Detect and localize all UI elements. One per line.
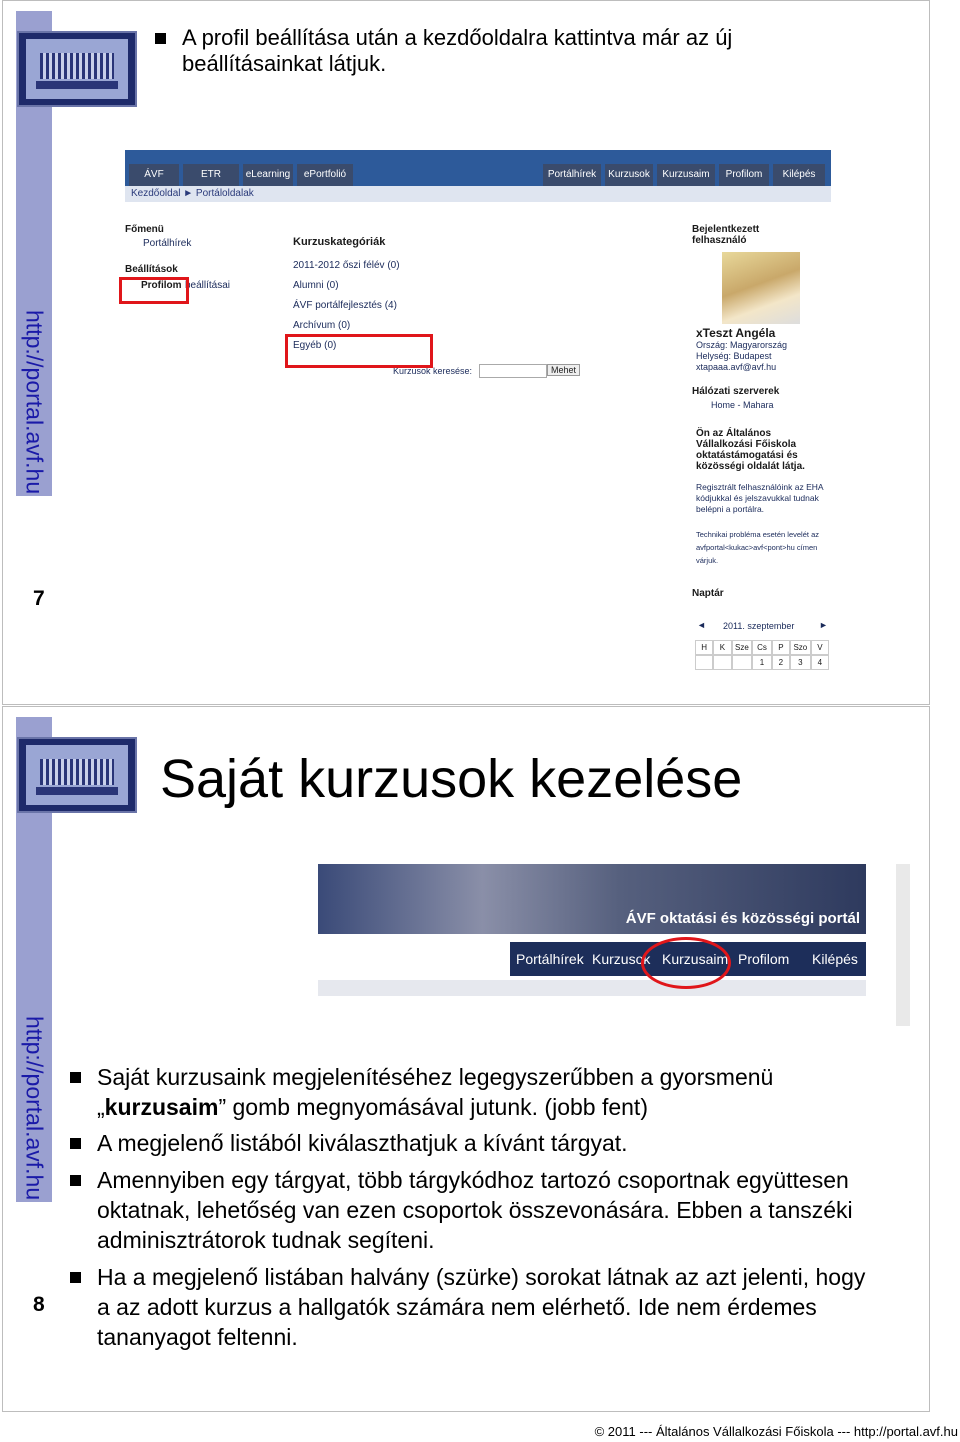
- nav-tab-elearning[interactable]: eLearning: [243, 164, 293, 186]
- breadcrumb[interactable]: Kezdőoldal ► Portáloldalak: [125, 186, 831, 202]
- screenshot-shadow: [896, 864, 910, 1026]
- portal-header-screenshot: [318, 864, 866, 996]
- calendar-day-header: H: [695, 640, 713, 655]
- bullet-item: [155, 25, 795, 77]
- slide-title: Saját kurzusok kezelése: [160, 749, 743, 809]
- nav-tab-eportfolio[interactable]: ePortfolió: [297, 164, 353, 186]
- calendar-day[interactable]: [695, 655, 713, 670]
- calendar-day[interactable]: 4: [811, 655, 829, 670]
- calendar-day[interactable]: [713, 655, 731, 670]
- user-name[interactable]: xTeszt Angéla: [696, 326, 776, 340]
- portal-navbar: [125, 150, 831, 186]
- category-item[interactable]: ÁVF portálfejlesztés (4): [293, 300, 397, 311]
- nav-tab-avf[interactable]: ÁVF: [129, 164, 179, 186]
- college-logo: [17, 737, 137, 813]
- category-item[interactable]: 2011-2012 őszi félév (0): [293, 260, 400, 271]
- search-label: Kurzusok keresése:: [393, 366, 473, 376]
- bullet-item: [70, 1128, 870, 1158]
- nav-kilepes[interactable]: Kilépés: [812, 951, 858, 967]
- calendar-grid: [695, 640, 829, 670]
- nav-tab-kilepes[interactable]: Kilépés: [773, 164, 825, 186]
- tech-text: Technikai probléma esetén levelét az avfportal<kukac>avf<pont>hu címen várjuk.: [696, 530, 819, 565]
- menu-profile-settings[interactable]: beállításai: [185, 280, 231, 291]
- calendar-day[interactable]: 3: [790, 655, 811, 670]
- sidebar-url: http://portal.avf.hu: [21, 309, 48, 494]
- nav-profilom[interactable]: Profilom: [738, 951, 790, 967]
- bullet-text: A profil beállítása után a kezdőoldalra kattintva már az új beállításainkat látjuk.: [182, 25, 733, 76]
- network-item-mahara[interactable]: Home - Mahara: [711, 400, 774, 410]
- category-item[interactable]: Alumni (0): [293, 280, 339, 291]
- calendar-day-header: K: [713, 640, 731, 655]
- nav-kurzusaim[interactable]: Kurzusaim: [662, 951, 729, 967]
- highlight-egyeb-box: [285, 334, 433, 368]
- bullet-item: [70, 1262, 880, 1352]
- search-button[interactable]: Mehet: [547, 364, 580, 376]
- calendar-day-header: Szo: [790, 640, 811, 655]
- search-input[interactable]: [479, 364, 547, 378]
- banner-title: ÁVF oktatási és közösségi portál: [625, 910, 860, 927]
- nav-tab-portalhirek[interactable]: Portálhírek: [543, 164, 601, 186]
- menu-profile-link[interactable]: Profilom: [141, 280, 182, 291]
- highlight-profile-box: [119, 277, 189, 304]
- bullet-text: Amennyiben egy tárgyat, több tárgykódhoz tartozó csoportnak együttesen oktatnak, lehetőség van ezen csoportok összevonására. Ebben a tanszéki adminisztrátorok tudnak segíteni.: [97, 1167, 853, 1253]
- menu-main-title: Főmenü: [125, 224, 164, 235]
- bullet-square-icon: [70, 1138, 81, 1149]
- bullet-square-icon: [70, 1272, 81, 1283]
- slide-number: 8: [33, 1293, 45, 1316]
- calendar-day[interactable]: 1: [752, 655, 772, 670]
- calendar-title: Naptár: [692, 588, 724, 599]
- calendar-day-header: Cs: [752, 640, 772, 655]
- menu-settings-title: Beállítások: [125, 264, 178, 275]
- info-text: Regisztrált felhasználóink az EHA kódjukkal és jelszavukkal tudnak belépni a portálra.: [696, 482, 824, 514]
- portal-subbar: [318, 980, 866, 996]
- bullet-square-icon: [70, 1175, 81, 1186]
- nav-tab-kurzusaim[interactable]: Kurzusaim: [657, 164, 715, 186]
- calendar-next-icon[interactable]: ►: [819, 620, 828, 630]
- calendar-month: 2011. szeptember: [723, 621, 795, 631]
- categories-title: Kurzuskategóriák: [293, 236, 386, 248]
- menu-news-link[interactable]: Portálhírek: [143, 238, 192, 249]
- info-bold: Ön az Általános Vállalkozási Főiskola oktatástámogatási és közösségi oldalát látja.: [696, 428, 805, 472]
- user-country: Ország: Magyarország: [696, 340, 788, 350]
- calendar-day-header: Sze: [732, 640, 753, 655]
- user-city: Helység: Budapest: [696, 351, 772, 361]
- calendar-day-header: V: [811, 640, 829, 655]
- bullet-text: Saját kurzusaink megjelenítéséhez legegyszerűbben a gyorsmenü „kurzusaim” gomb megnyomásával jutunk. (jobb fent): [97, 1064, 774, 1120]
- category-item[interactable]: Archívum (0): [293, 320, 351, 331]
- bullet-text: A megjelenő listából kiválaszthatjuk a kívánt tárgyat.: [97, 1130, 628, 1156]
- bullet-item: [70, 1165, 880, 1255]
- calendar-prev-icon[interactable]: ◄: [697, 620, 706, 630]
- nav-portalhirek[interactable]: Portálhírek: [516, 951, 584, 967]
- bullet-text: Ha a megjelenő listában halvány (szürke) sorokat látnak az azt jelenti, hogy a az adott kurzus a hallgatók számára nem elérhető. Ide nem érdemes tananyagot feltenni.: [97, 1264, 866, 1350]
- bullet-square-icon: [70, 1072, 81, 1083]
- calendar-day[interactable]: [732, 655, 753, 670]
- calendar-day[interactable]: 2: [772, 655, 790, 670]
- bullet-item: [70, 1062, 870, 1122]
- sidebar-url: http://portal.avf.hu: [21, 1015, 48, 1200]
- category-item[interactable]: Egyéb (0): [293, 340, 337, 351]
- kurzusaim-emphasis: kurzusaim: [104, 1094, 219, 1120]
- slide-number: 7: [33, 587, 45, 610]
- portal-banner: [318, 864, 866, 934]
- user-photo: [722, 252, 800, 324]
- nav-tab-profilom[interactable]: Profilom: [719, 164, 769, 186]
- user-email: xtapaaa.avf@avf.hu: [696, 362, 777, 372]
- bullet-square-icon: [155, 33, 166, 44]
- highlight-kurzusaim-circle: [641, 937, 731, 989]
- college-logo: [17, 31, 137, 107]
- network-title: Hálózati szerverek: [692, 386, 780, 397]
- nav-tab-etr[interactable]: ETR: [183, 164, 239, 186]
- calendar-day-header: P: [772, 640, 790, 655]
- portal-screenshot: [125, 150, 831, 670]
- logged-user-title: Bejelentkezett felhasználó: [692, 224, 760, 246]
- page-footer: © 2011 --- Általános Vállalkozási Főiskola --- http://portal.avf.hu: [594, 1424, 958, 1439]
- nav-kurzusok[interactable]: Kurzusok: [592, 951, 651, 967]
- nav-tab-kurzusok[interactable]: Kurzusok: [605, 164, 653, 186]
